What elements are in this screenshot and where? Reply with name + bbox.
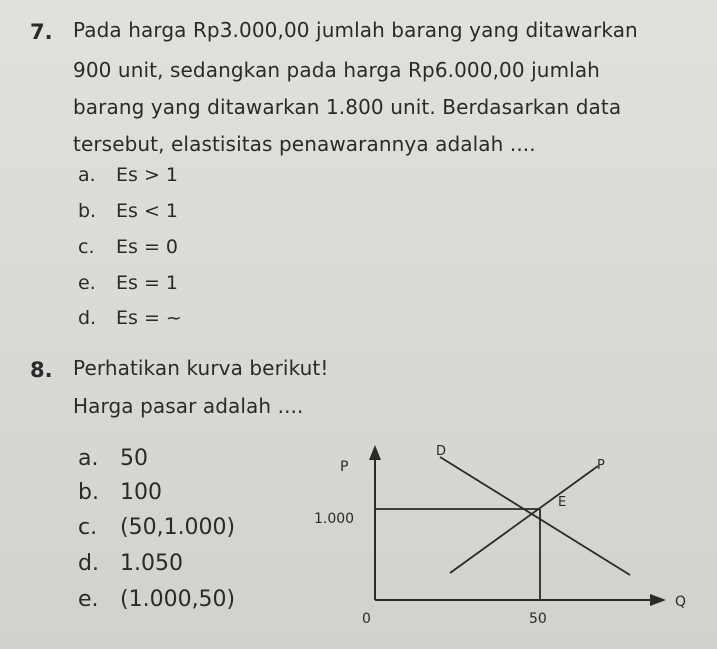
y-axis-arrow-icon [369,445,381,460]
question-7-option-a[interactable] [78,164,178,186]
option-letter: d. [78,307,97,329]
x-tick-50: 50 [529,611,547,627]
question-7-option-c[interactable] [78,236,178,258]
x-axis-label: Q [675,594,687,610]
question-8-prompt: Harga pasar adalah .... [73,394,304,418]
question-8-option-e[interactable] [78,587,235,612]
option-letter: a. [78,446,99,471]
option-letter: e. [78,587,99,612]
question-7-line-1: Pada harga Rp3.000,00 jumlah barang yang ditawarkan [73,18,638,42]
option-text: Es = 0 [116,236,178,258]
option-text: (50,1.000) [120,515,236,540]
question-8-number: 8. [30,358,53,382]
y-axis-label: P [340,459,349,475]
question-8-option-b[interactable] [78,480,162,505]
option-letter: c. [78,236,95,258]
equilibrium-label: E [558,495,567,510]
supply-demand-graph [300,440,700,640]
option-text: 50 [120,446,148,471]
option-letter: b. [78,200,97,222]
option-text: 100 [120,480,162,505]
option-text: Es = ~ [116,307,182,329]
question-7-option-d[interactable] [78,307,182,329]
option-letter: c. [78,515,98,540]
option-text: Es = 1 [116,272,178,294]
y-tick-1000: 1.000 [314,511,355,527]
demand-curve [440,457,630,575]
option-text: 1.050 [120,551,183,576]
question-8-option-c[interactable] [78,515,235,540]
option-text: Es > 1 [116,164,178,186]
question-7-line-2: 900 unit, sedangkan pada harga Rp6.000,00 jumlah [73,58,600,82]
x-axis-arrow-icon [650,594,666,606]
question-7-line-3: barang yang ditawarkan 1.800 unit. Berdasarkan data [73,95,622,119]
supply-curve [450,466,598,573]
question-7-line-4: tersebut, elastisitas penawarannya adalah .... [73,132,536,156]
option-letter: a. [78,164,96,186]
option-text: (1.000,50) [120,587,236,612]
option-letter: d. [78,551,99,576]
x-tick-0: 0 [362,611,371,627]
question-7-number: 7. [30,20,53,44]
question-7-option-b[interactable] [78,200,178,222]
option-letter: b. [78,480,99,505]
question-8-option-d[interactable] [78,551,183,576]
option-letter: e. [78,272,96,294]
supply-label: P [597,458,605,473]
question-8-option-a[interactable] [78,446,148,471]
question-7-option-e[interactable] [78,272,178,294]
demand-label: D [436,444,447,459]
option-text: Es < 1 [116,200,178,222]
question-8-title: Perhatikan kurva berikut! [73,356,329,380]
